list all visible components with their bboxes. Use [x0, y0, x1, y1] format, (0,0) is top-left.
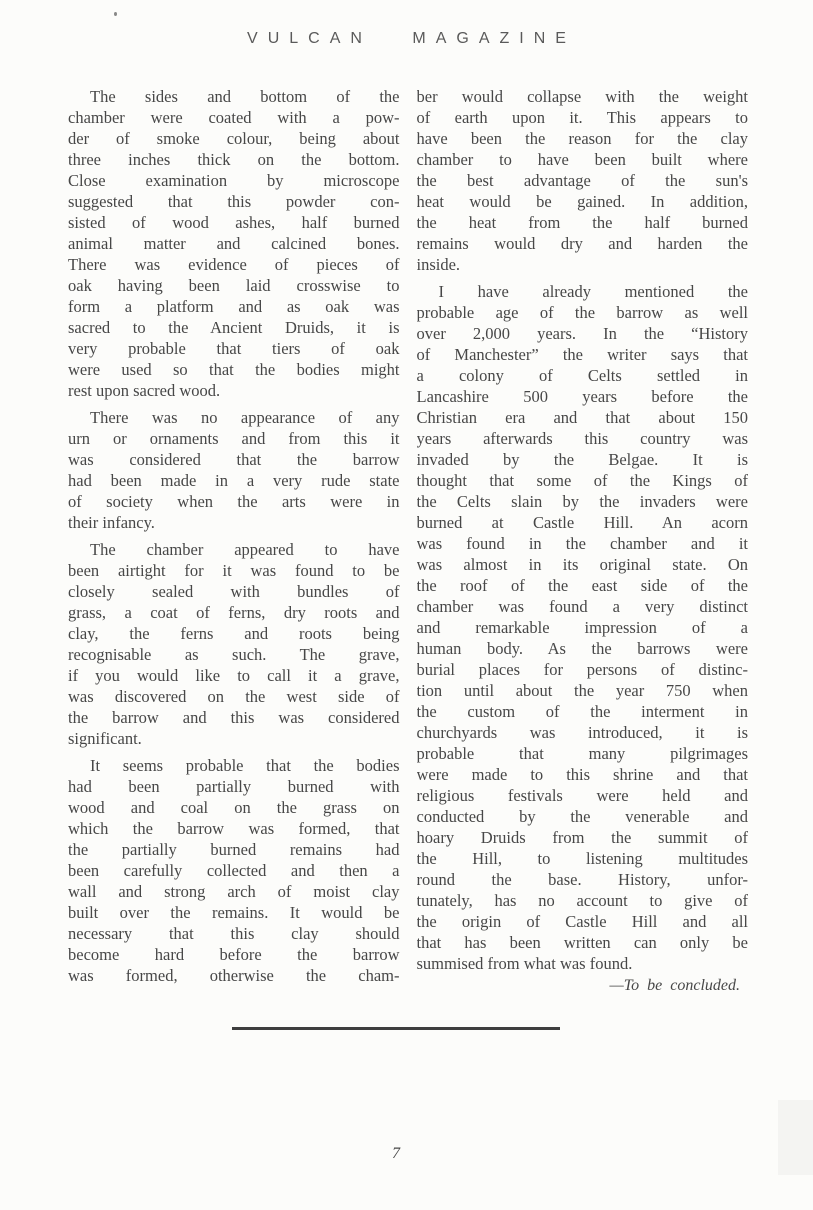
text-line: clay, the ferns and roots being — [68, 624, 400, 643]
text-line: a colony of Celts settled in — [416, 366, 748, 385]
text-line: chamber was found a very distinct — [416, 597, 748, 616]
article-body — [68, 86, 748, 996]
paragraph — [417, 281, 749, 974]
text-line: tion until about the year 750 when — [416, 681, 748, 700]
text-line: rest upon sacred wood. — [68, 381, 221, 400]
paragraph — [68, 86, 400, 401]
text-line: been airtight for it was found to be — [68, 561, 400, 580]
text-line: have been the reason for the clay — [416, 129, 748, 148]
text-line: the heat from the half burned — [416, 213, 748, 232]
text-line: the roof of the east side of the — [416, 576, 748, 595]
text-line: was formed, otherwise the cham- — [68, 966, 400, 985]
text-line: round the base. History, unfor- — [416, 870, 748, 889]
text-line: form a platform and as oak was — [68, 297, 400, 316]
text-line: sacred to the Ancient Druids, it is — [68, 318, 400, 337]
text-line: burial places for persons of distinc- — [416, 660, 748, 679]
text-line: the partially burned remains had — [68, 840, 400, 859]
text-line: probable age of the barrow as well — [416, 303, 748, 322]
paragraph — [68, 755, 400, 986]
text-line: Christian era and that about 150 — [416, 408, 748, 427]
text-line: hoary Druids from the summit of — [416, 828, 748, 847]
text-line: the Celts slain by the invaders were — [416, 492, 748, 511]
text-line: der of smoke colour, being about — [68, 129, 400, 148]
text-line: sisted of wood ashes, half burned — [68, 213, 400, 232]
text-line: and remarkable impression of a — [416, 618, 748, 637]
text-line: if you would like to call it a grave, — [68, 666, 400, 685]
text-line: years afterwards this country was — [416, 429, 748, 448]
text-line: were made to this shrine and that — [416, 765, 748, 784]
text-line: significant. — [68, 729, 142, 748]
paragraph — [417, 86, 749, 275]
left-column — [68, 86, 400, 996]
text-line: Close examination by microscope — [68, 171, 400, 190]
text-line: was almost in its original state. On — [416, 555, 748, 574]
paragraph — [68, 407, 400, 533]
to-be-concluded-signoff: —To be concluded. — [609, 977, 740, 994]
text-line: very probable that tiers of oak — [68, 339, 400, 358]
ink-speck-artifact — [114, 12, 117, 16]
scan-artifact — [778, 1100, 813, 1175]
text-line: their infancy. — [68, 513, 155, 532]
text-line: oak having been laid crosswise to — [68, 276, 400, 295]
text-line: been carefully collected and then a — [68, 861, 400, 880]
text-line: There was no appearance of any — [90, 408, 400, 427]
page-number: 7 — [392, 1145, 400, 1162]
text-line: summised from what was found. — [416, 954, 633, 973]
text-line: had been made in a very rude state — [68, 471, 400, 490]
text-line: suggested that this powder con- — [68, 192, 400, 211]
text-line: inside. — [416, 255, 461, 274]
text-line: ber would collapse with the weight — [416, 87, 748, 106]
text-line: I have already mentioned the — [438, 282, 748, 301]
text-line: religious festivals were held and — [416, 786, 748, 805]
text-line: wall and strong arch of moist clay — [68, 882, 400, 901]
text-line: had been partially burned with — [68, 777, 400, 796]
text-line: three inches thick on the bottom. — [68, 150, 400, 169]
text-line: conducted by the venerable and — [416, 807, 748, 826]
text-line: probable that many pilgrimages — [416, 744, 748, 763]
text-line: built over the remains. It would be — [68, 903, 400, 922]
text-line: closely sealed with bundles of — [68, 582, 400, 601]
text-line: tunately, has no account to give of — [416, 891, 748, 910]
text-line: was found in the chamber and it — [416, 534, 748, 553]
text-line: churchyards was introduced, it is — [416, 723, 748, 742]
text-line: remains would dry and harden the — [416, 234, 748, 253]
text-line: thought that some of the Kings of — [416, 471, 748, 490]
text-line: recognisable as such. The grave, — [68, 645, 400, 664]
text-line: were used so that the bodies might — [68, 360, 400, 379]
text-line: burned at Castle Hill. An acorn — [416, 513, 748, 532]
text-line: animal matter and calcined bones. — [68, 234, 400, 253]
footer-divider-rule — [232, 1027, 560, 1030]
text-line: that has been written can only be — [416, 933, 748, 952]
text-line: necessary that this clay should — [68, 924, 400, 943]
text-line: the Hill, to listening multitudes — [416, 849, 748, 868]
text-line: of Manchester” the writer says that — [416, 345, 748, 364]
text-line: the custom of the interment in — [416, 702, 748, 721]
text-line: of earth upon it. This appears to — [416, 108, 748, 127]
text-line: It seems probable that the bodies — [90, 756, 400, 775]
text-line: become hard before the barrow — [68, 945, 400, 964]
text-line: grass, a coat of ferns, dry roots and — [68, 603, 400, 622]
text-line: urn or ornaments and from this it — [68, 429, 400, 448]
text-line: chamber to have been built where — [416, 150, 748, 169]
text-line: of society when the arts were in — [68, 492, 400, 511]
text-line: the barrow and this was considered — [68, 708, 400, 727]
masthead-title: VULCAN MAGAZINE — [247, 30, 576, 47]
text-line: human body. As the barrows were — [416, 639, 748, 658]
right-column — [417, 86, 749, 996]
text-line: The chamber appeared to have — [90, 540, 400, 559]
text-line: There was evidence of pieces of — [68, 255, 400, 274]
text-line: invaded by the Belgae. It is — [416, 450, 748, 469]
text-line: Lancashire 500 years before the — [416, 387, 748, 406]
text-line: the best advantage of the sun's — [416, 171, 748, 190]
text-line: was considered that the barrow — [68, 450, 400, 469]
text-line: wood and coal on the grass on — [68, 798, 400, 817]
text-line: the origin of Castle Hill and all — [416, 912, 748, 931]
text-line: was discovered on the west side of — [68, 687, 400, 706]
text-line: heat would be gained. In addition, — [416, 192, 748, 211]
text-line: chamber were coated with a pow- — [68, 108, 400, 127]
paragraph — [68, 539, 400, 749]
text-line: The sides and bottom of the — [90, 87, 400, 106]
text-line: over 2,000 years. In the “History — [416, 324, 748, 343]
text-line: which the barrow was formed, that — [68, 819, 400, 838]
